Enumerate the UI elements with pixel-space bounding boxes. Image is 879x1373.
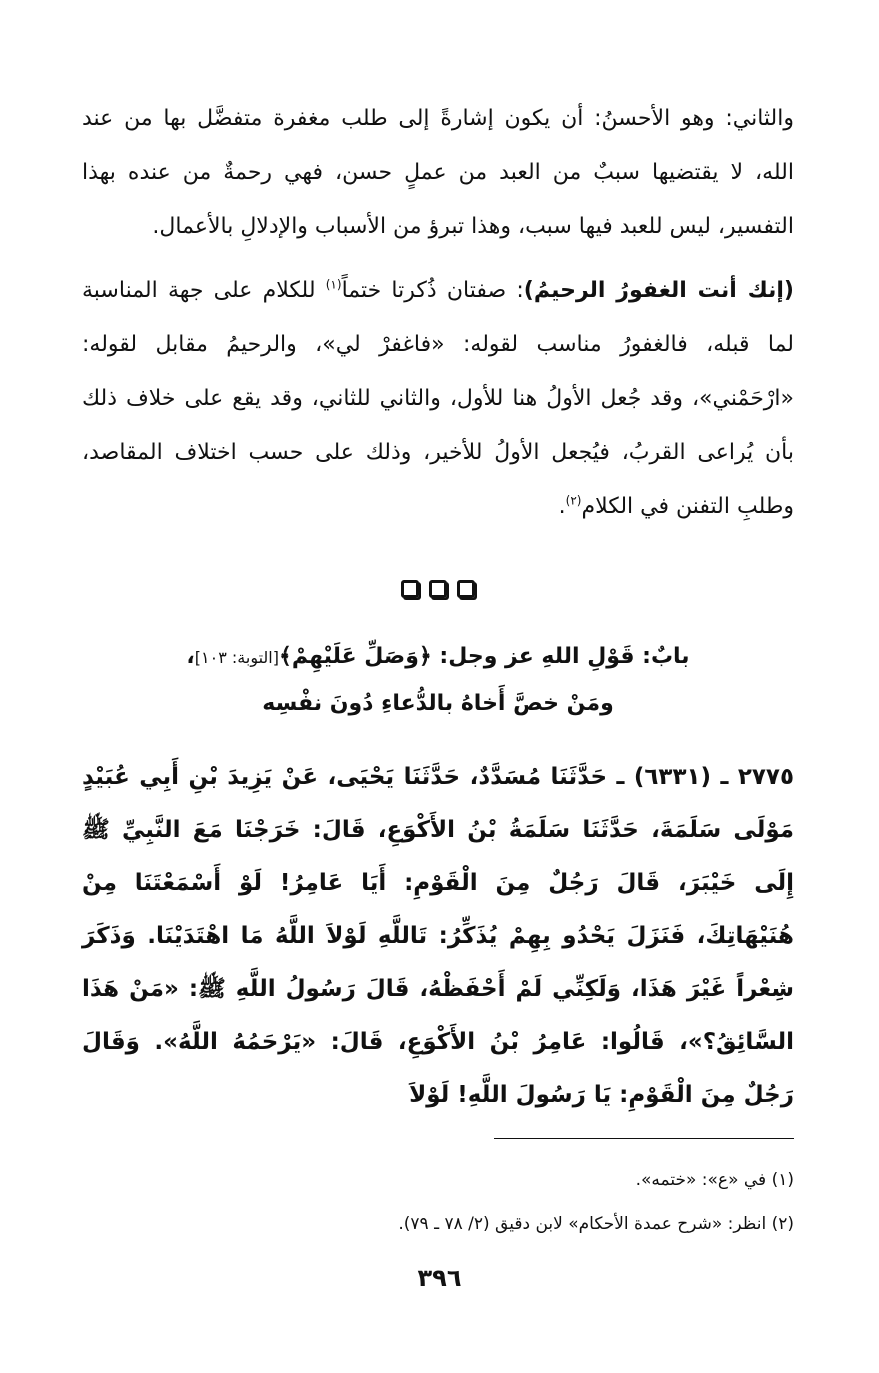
chapter-punct: ،: [186, 644, 195, 669]
footnote-2: (٢) انظر: «شرح عمدة الأحكام» لابن دقيق (٢/ ٧٨ ـ ٧٩).: [398, 1214, 794, 1234]
footnote-marker-2[interactable]: (٢): [565, 493, 582, 508]
paragraph-commentary-2: [82, 264, 794, 534]
paragraph-commentary-1: والثاني: وهو الأحسنُ: أن يكون إشارةً إلى طلب مغفرة متفضَّل بها من عند الله، لا يقتضيها سببٌ من العبد من عملٍ حسن، فهي رحمةٌ من عنده بهذا التفسير، ليس للعبد فيها سبب، وهذا تبرؤ من الأسباب والإدلالِ بالأعمال.: [82, 106, 794, 239]
separator-box-icon: [457, 580, 475, 598]
quoted-verse-lead: (إنك أنت الغفورُ الرحيمُ): [523, 278, 794, 303]
separator-box-icon: [429, 580, 447, 598]
verse-reference: [التوبة: ١٠٣]: [194, 648, 279, 667]
paragraph-text: : صفتان ذُكرتا ختماً: [341, 278, 524, 303]
footnotes: [82, 1158, 794, 1246]
hadith-text: ٢٧٧٥ ـ (٦٣٣١) ـ حَدَّثَنَا مُسَدَّدٌ، حَدَّثَنَا يَحْيَى، عَنْ يَزِيدَ بْنِ أَبِي عُبَيْدٍ مَوْلَى سَلَمَةَ، حَدَّثَنَا سَلَمَةُ بْنُ الأَكْوَعِ، قَالَ: خَرَجْنَا مَعَ النَّبِيِّ ﷺ إِلَى خَيْبَرَ، قَالَ رَجُلٌ مِنَ الْقَوْمِ: أَيَا عَامِرُ! لَوْ أَسْمَعْتَنَا مِنْ هُنَيْهَاتِكَ، فَنَزَلَ يَحْدُو بِهِمْ يُذَكِّرُ: تَاللَّهِ لَوْلاَ اللَّهُ مَا اهْتَدَيْنَا. وَذَكَرَ شِعْراً غَيْرَ هَذَا، وَلَكِنِّي لَمْ أَحْفَظْهُ، قَالَ رَسُولُ اللَّهِ ﷺ: «مَنْ هَذَا السَّائِقُ؟»، قَالُوا: عَامِرُ بْنُ الأَكْوَعِ، قَالَ: «يَرْحَمُهُ اللَّهُ». وَقَالَ رَجُلٌ مِنَ الْقَوْمِ: يَا رَسُولَ اللَّهِ! لَوْلاَ: [82, 764, 794, 1108]
separator-box-icon: [401, 580, 419, 598]
page-number: ٣٩٦: [417, 1264, 462, 1292]
chapter-title: بابٌ: قَوْلِ اللهِ عز وجل: ﴿وَصَلِّ عَلَيْهِمْ﴾: [278, 644, 690, 669]
footnote-divider: [494, 1138, 794, 1139]
chapter-heading-line-1: [82, 634, 794, 681]
section-separator-icon: [82, 580, 794, 598]
chapter-heading-line-2: ومَنْ خصَّ أَخاهُ بالدُّعاءِ دُونَ نفْسِه: [262, 691, 614, 716]
footnote-marker-1[interactable]: (١): [325, 277, 342, 292]
paragraph-text: للكلام على جهة المناسبة لما قبله، فالغفورُ مناسب لقوله: «فاغفرْ لي»، والرحيمُ مقابل لقوله: «ارْحَمْني»، وقد جُعل الأولُ هنا للأول، والثاني للثاني، وقد يقع على خلاف ذلك بأن يُراعى القربُ، فيُجعل الأولُ للأخير، وذلك على حسب اختلاف المقاصد، وطلبِ التفنن في الكلام: [82, 278, 794, 519]
chapter-heading: [82, 634, 794, 727]
paragraph-text: .: [558, 494, 566, 519]
footnote-1: (١) في «ع»: «ختمه».: [635, 1170, 794, 1190]
page-body: [82, 92, 794, 1122]
